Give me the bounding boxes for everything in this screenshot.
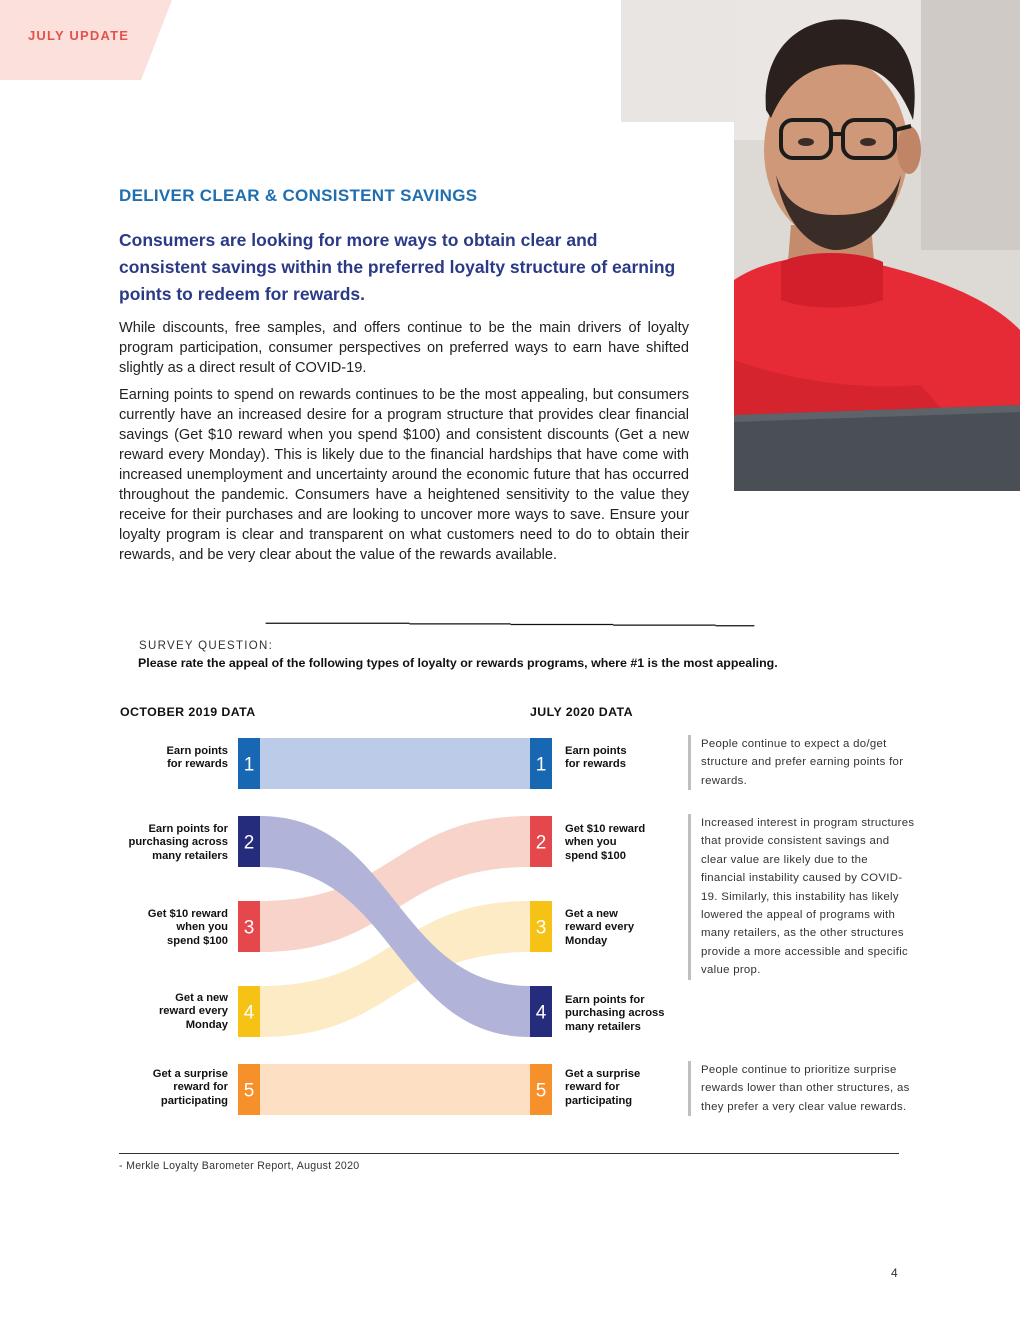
chart-right-title: JULY 2020 DATA [530, 705, 633, 719]
left-label-5: Get a surprise reward for participating [152, 1068, 228, 1107]
source-divider [119, 1153, 899, 1154]
rank-number: 4 [535, 1002, 547, 1024]
rank-number: 1 [535, 754, 547, 776]
survey-question: Please rate the appeal of the following types of loyalty or rewards programs, where #1 is the most appealing. [138, 656, 778, 670]
right-label-2: Get $10 reward when you spend $100 [565, 823, 646, 862]
rank-number: 5 [243, 1080, 255, 1102]
chart-bands [260, 738, 530, 1115]
rank-number: 3 [243, 917, 255, 939]
body-paragraph: While discounts, free samples, and offers continue to be the main drivers of loyalty program participation, consumer perspectives on preferred ways to earn have shifted slightly as a direct result of COVID-19. [119, 320, 689, 376]
rank-band [260, 1064, 530, 1115]
lead-paragraph: Consumers are looking for more ways to obtain clear and consistent savings within the preferred loyalty structure of earning points to redeem for rewards. [119, 230, 676, 304]
rank-band [260, 738, 530, 789]
right-label-4: Earn points for purchasing across many retailers [565, 994, 665, 1033]
rank-number: 2 [243, 832, 255, 854]
rank-number: 4 [243, 1002, 255, 1024]
chart-left-title: OCTOBER 2019 DATA [120, 705, 256, 719]
header-tag: JULY UPDATE [28, 28, 130, 43]
left-label-2: Earn points for purchasing across many retailers [128, 823, 228, 862]
body-paragraph: Earning points to spend on rewards continues to be the most appealing, but consumers currently have an increased desire for a program structure that provides clear financial savings (Get $10 reward when you spend $100) and consistent discounts (Get a new reward every Monday). This is likely due to the financial hardships that have come with increased unemployment and uncertainty around the economic future that has occurred throughout the pandemic. Consumers have a heightened sensitivity to the value they receive for their purchases and are looking to uncover more ways to save. Ensure your loyalty program is clear and transparent on what customers need to do to obtain their rewards, and be very clear about the value of the rewards available. [119, 387, 689, 563]
right-label-5: Get a surprise reward for participating [565, 1068, 641, 1107]
left-label-3: Get $10 reward when you spend $100 [147, 908, 228, 947]
note-1: People continue to expect a do/get structure and prefer earning points for rewards. [688, 735, 915, 790]
left-label-4: Get a new reward every Monday [158, 992, 228, 1031]
rank-number: 3 [535, 917, 547, 939]
page-number: 4 [891, 1266, 898, 1280]
note-2: Increased interest in program structures that provide consistent savings and clear value are likely due to the financial instability caused by COVID-19. Similarly, this instability has likely lowered the appeal of programs with many retailers, as the other structures provide a more accessible and specific value prop. [688, 814, 915, 980]
rank-number: 5 [535, 1080, 547, 1102]
note-3: People continue to prioritize surprise rewards lower than other structures, as they prefer a very clear value rewards. [688, 1061, 915, 1116]
rank-number: 2 [535, 832, 547, 854]
source-citation: - Merkle Loyalty Barometer Report, August 2020 [119, 1160, 360, 1172]
rank-number: 1 [243, 754, 255, 776]
right-label-3: Get a new reward every Monday [565, 908, 635, 947]
section-title: DELIVER CLEAR & CONSISTENT SAVINGS [119, 186, 478, 205]
survey-label: SURVEY QUESTION: [139, 640, 274, 652]
left-label-1: Earn points for rewards [166, 745, 228, 771]
right-label-1: Earn points for rewards [565, 745, 627, 771]
